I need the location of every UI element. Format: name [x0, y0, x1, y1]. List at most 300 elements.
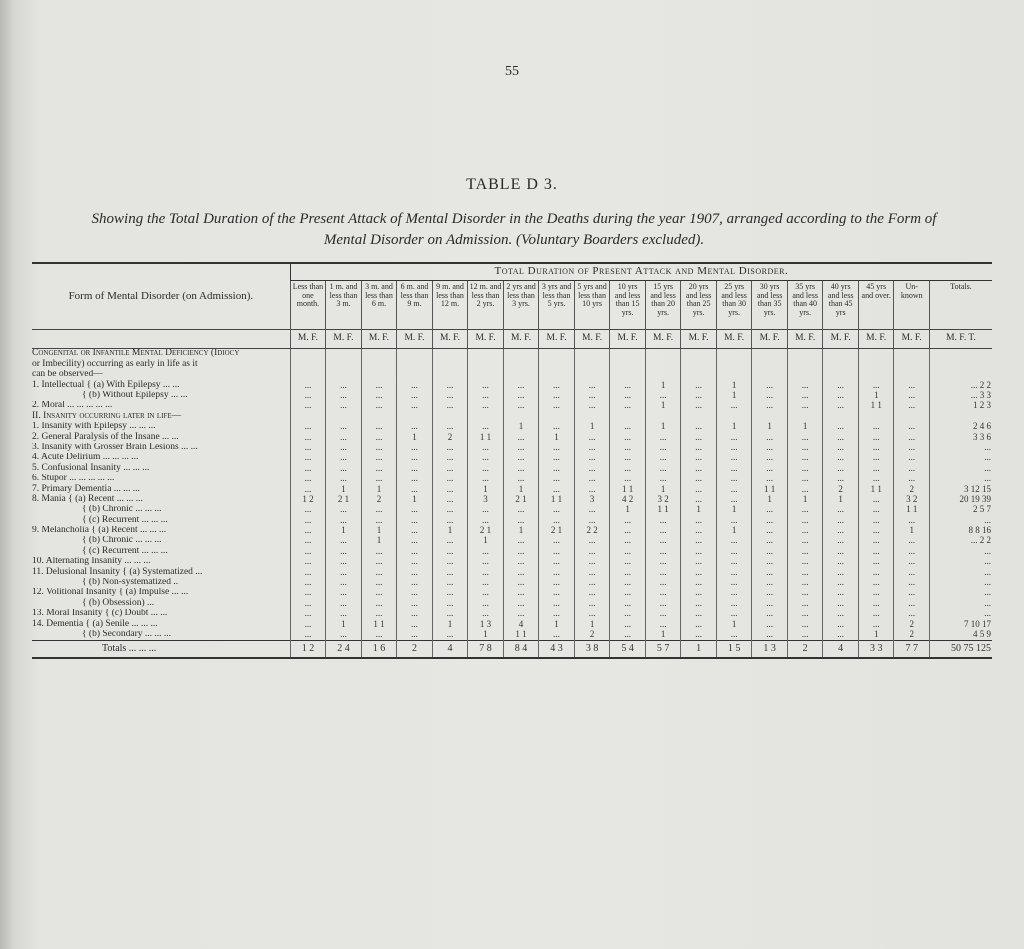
table-cell: 1 1	[645, 505, 681, 515]
table-cell: 4 2	[610, 494, 646, 504]
table-cell: 1	[681, 505, 717, 515]
table-cell: ...	[610, 546, 646, 556]
table-cell: ...	[787, 505, 823, 515]
table-cell: ...	[432, 463, 468, 473]
row-label: or Imbecility) occurring as early in life as it	[32, 359, 198, 369]
table-cell: ...	[290, 546, 326, 556]
table-cell: ...	[610, 578, 646, 588]
table-cell: ...	[397, 567, 433, 577]
table-cell: ...	[397, 453, 433, 463]
table-cell: ...	[574, 588, 610, 598]
table-cell: ...	[468, 588, 504, 598]
table-cell: ...	[752, 443, 788, 453]
table-cell: ...	[787, 474, 823, 484]
column-header: Totals.	[929, 281, 992, 330]
table-cell: ...	[681, 515, 717, 525]
table-cell: ...	[716, 578, 752, 588]
table-cell: ...	[539, 588, 575, 598]
table-cell	[681, 370, 717, 380]
table-cell: ...	[858, 515, 894, 525]
table-cell: 1 1	[503, 630, 539, 641]
table-cell	[432, 411, 468, 421]
table-cell: ...	[432, 609, 468, 619]
table-cell	[361, 349, 397, 360]
table-cell: ...	[468, 463, 504, 473]
table-cell: ...	[290, 567, 326, 577]
sex-header: M. F.	[574, 330, 610, 349]
table-cell: ...	[645, 432, 681, 442]
table-cell: ...	[823, 598, 859, 608]
totals-cell: 2	[787, 640, 823, 658]
table-cell: ...	[645, 598, 681, 608]
table-cell: ...	[823, 463, 859, 473]
table-cell	[716, 370, 752, 380]
table-cell: ...	[858, 546, 894, 556]
table-cell: 1 1	[858, 484, 894, 494]
table-cell: ... 2 2	[929, 380, 992, 390]
table-cell: 1	[716, 526, 752, 536]
table-cell: ...	[574, 484, 610, 494]
table-cell: 1	[503, 422, 539, 432]
table-cell: ...	[397, 401, 433, 411]
row-label: 3. Insanity with Grosser Brain Lesions ... ...	[32, 442, 198, 452]
table-cell	[752, 370, 788, 380]
table-cell: 1 2	[290, 494, 326, 504]
table-cell: ...	[432, 598, 468, 608]
table-cell: ...	[858, 619, 894, 629]
table-row	[32, 474, 992, 484]
column-header: 35 yrs and less than 40 yrs.	[787, 281, 823, 330]
table-cell: ...	[432, 391, 468, 401]
table-cell	[823, 370, 859, 380]
sex-header: M. F. T.	[929, 330, 992, 349]
table-cell	[894, 370, 930, 380]
column-header: Un-known	[894, 281, 930, 330]
table-cell	[716, 349, 752, 360]
table-cell: ...	[397, 536, 433, 546]
table-cell: ...	[858, 536, 894, 546]
table-cell	[290, 349, 326, 360]
table-cell: ...	[929, 443, 992, 453]
table-cell	[787, 359, 823, 369]
table-cell: ...	[610, 567, 646, 577]
table-cell: ...	[645, 619, 681, 629]
table-cell: ...	[361, 567, 397, 577]
table-cell: ...	[894, 609, 930, 619]
table-cell: ...	[468, 557, 504, 567]
table-cell: ...	[716, 401, 752, 411]
table-cell: ...	[681, 380, 717, 390]
table-cell: ...	[823, 630, 859, 641]
row-label: 7. Primary Dementia ... ... ...	[32, 484, 140, 494]
table-cell: ...	[539, 380, 575, 390]
table-cell: ...	[361, 380, 397, 390]
table-row	[32, 432, 992, 442]
table-cell: 3	[468, 494, 504, 504]
table-cell	[823, 411, 859, 421]
table-cell: 2 1	[539, 526, 575, 536]
row-label: 2. Moral ... ... ... ... ...	[32, 400, 113, 411]
table-cell: ...	[503, 588, 539, 598]
table-cell: ...	[326, 515, 362, 525]
table-row	[32, 515, 992, 525]
table-cell: ...	[290, 557, 326, 567]
column-header: 10 yrs and less than 15 yrs.	[610, 281, 646, 330]
table-row	[32, 359, 992, 369]
table-cell: ...	[823, 578, 859, 588]
table-cell: ...	[681, 391, 717, 401]
table-cell	[574, 370, 610, 380]
table-cell	[610, 370, 646, 380]
table-cell: ...	[539, 484, 575, 494]
totals-cell: 4	[432, 640, 468, 658]
table-cell: ...	[752, 453, 788, 463]
table-cell	[397, 349, 433, 360]
table-cell: ...	[894, 453, 930, 463]
table-cell: ...	[681, 567, 717, 577]
table-cell: ...	[894, 567, 930, 577]
table-cell	[468, 411, 504, 421]
totals-cell: 4	[823, 640, 859, 658]
table-cell: ...	[326, 380, 362, 390]
table-cell	[894, 359, 930, 369]
table-row	[32, 578, 992, 588]
table-cell: ...	[716, 598, 752, 608]
table-cell: ...	[645, 443, 681, 453]
totals-cell: 1	[681, 640, 717, 658]
table-cell	[752, 411, 788, 421]
table-row	[32, 463, 992, 473]
table-cell: ...	[432, 453, 468, 463]
table-cell: ...	[716, 432, 752, 442]
table-cell: ...	[432, 515, 468, 525]
table-cell: ...	[929, 588, 992, 598]
table-cell: 2 1	[326, 494, 362, 504]
table-cell	[752, 349, 788, 360]
table-cell: ...	[858, 422, 894, 432]
row-label: II. Insanity occurring later in life—	[32, 411, 182, 421]
table-cell: 3 12 15	[929, 484, 992, 494]
table-cell: ...	[503, 463, 539, 473]
table-cell: 1	[645, 484, 681, 494]
table-cell: 1	[716, 380, 752, 390]
sex-header: M. F.	[468, 330, 504, 349]
table-cell: ...	[432, 401, 468, 411]
sex-header: M. F.	[681, 330, 717, 349]
table-cell	[823, 359, 859, 369]
table-cell: ...	[823, 588, 859, 598]
table-cell: ...	[929, 557, 992, 567]
row-label: { (b) Obsession) ...	[82, 598, 155, 608]
table-cell: ...	[290, 443, 326, 453]
table-cell: ...	[645, 609, 681, 619]
table-row	[32, 598, 992, 608]
table-cell: ...	[858, 443, 894, 453]
table-cell: ...	[858, 432, 894, 442]
row-label: { (c) Recurrent ... ... ...	[82, 515, 168, 525]
table-cell	[787, 370, 823, 380]
table-cell: ...	[787, 432, 823, 442]
table-cell: ...	[468, 598, 504, 608]
table-cell: ...	[894, 546, 930, 556]
table-cell: ...	[787, 557, 823, 567]
sex-header: M. F.	[432, 330, 468, 349]
table-cell: 2	[894, 630, 930, 641]
table-cell	[929, 411, 992, 421]
table-cell: ...	[503, 578, 539, 588]
table-cell	[929, 349, 992, 360]
table-cell	[681, 349, 717, 360]
table-cell: ...	[290, 515, 326, 525]
totals-cell: 7 7	[894, 640, 930, 658]
column-header: 30 yrs and less than 35 yrs.	[752, 281, 788, 330]
row-label: 6. Stupor ... ... ... ... ...	[32, 473, 115, 484]
sex-header: M. F.	[397, 330, 433, 349]
sex-header: M. F.	[787, 330, 823, 349]
table-cell: ...	[823, 536, 859, 546]
table-cell: ...	[645, 588, 681, 598]
table-cell: ...	[361, 546, 397, 556]
table-cell: ...	[326, 557, 362, 567]
table-cell: ...	[432, 422, 468, 432]
table-cell: ...	[752, 630, 788, 641]
table-cell: ...	[432, 536, 468, 546]
sex-header: M. F.	[858, 330, 894, 349]
table-cell: 3 2	[645, 494, 681, 504]
table-cell: ...	[397, 619, 433, 629]
table-cell: ...	[468, 453, 504, 463]
table-cell: 1	[894, 526, 930, 536]
table-cell: ...	[290, 526, 326, 536]
table-cell	[361, 359, 397, 369]
column-header: 9 m. and less than 12 m.	[432, 281, 468, 330]
table-cell: ...	[787, 515, 823, 525]
table-cell: ...	[787, 536, 823, 546]
table-cell: 1	[787, 422, 823, 432]
table-cell: ...	[539, 546, 575, 556]
table-cell: ...	[929, 598, 992, 608]
table-cell: ...	[752, 401, 788, 411]
totals-cell: 1 2	[290, 640, 326, 658]
row-label: 4. Acute Delirium ... ... ... ...	[32, 452, 139, 463]
table-cell: ...	[716, 557, 752, 567]
sex-header: M. F.	[361, 330, 397, 349]
table-cell	[468, 349, 504, 360]
table-cell	[290, 370, 326, 380]
row-label: 13. Moral Insanity { (c) Doubt ... ...	[32, 608, 168, 619]
table-cell: ...	[361, 443, 397, 453]
table-cell: ...	[503, 557, 539, 567]
table-cell: ...	[361, 463, 397, 473]
table-cell: ...	[752, 474, 788, 484]
table-cell: ...	[397, 443, 433, 453]
table-cell: ...	[681, 598, 717, 608]
table-cell: 4	[503, 619, 539, 629]
table-cell: 7 10 17	[929, 619, 992, 629]
table-cell: 1	[645, 630, 681, 641]
table-cell: ...	[326, 474, 362, 484]
table-cell: 1 1	[468, 432, 504, 442]
table-cell: ...	[823, 443, 859, 453]
table-cell: ...	[716, 567, 752, 577]
table-cell: 1 1	[752, 484, 788, 494]
table-cell: ...	[681, 536, 717, 546]
table-cell: ...	[716, 536, 752, 546]
table-cell: ...	[929, 453, 992, 463]
table-cell: ...	[610, 526, 646, 536]
table-cell: ...	[929, 578, 992, 588]
table-cell: ...	[326, 453, 362, 463]
table-cell: ...	[645, 474, 681, 484]
table-row	[32, 349, 992, 360]
table-cell: ...	[574, 401, 610, 411]
table-cell: ...	[361, 401, 397, 411]
table-row	[32, 391, 992, 401]
totals-cell: 8 4	[503, 640, 539, 658]
row-label: { (b) Without Epilepsy ... ...	[82, 390, 188, 400]
table-cell: ...	[610, 588, 646, 598]
table-cell: ...	[752, 463, 788, 473]
table-cell: ...	[290, 598, 326, 608]
table-cell: ...	[681, 630, 717, 641]
table-cell: ...	[361, 630, 397, 641]
column-header: 3 m. and less than 6 m.	[361, 281, 397, 330]
table-cell: ...	[574, 505, 610, 515]
table-cell: 8 8 16	[929, 526, 992, 536]
table-cell: ...	[539, 598, 575, 608]
table-cell: ...	[432, 505, 468, 515]
table-cell: ...	[645, 515, 681, 525]
table-cell: ...	[397, 630, 433, 641]
table-row	[32, 443, 992, 453]
table-cell: ...	[752, 619, 788, 629]
table-row	[32, 484, 992, 494]
table-row	[32, 588, 992, 598]
table-cell: ...	[326, 391, 362, 401]
table-cell: 1	[858, 391, 894, 401]
table-cell: 2	[894, 484, 930, 494]
table-cell: 3	[574, 494, 610, 504]
table-cell: ...	[610, 619, 646, 629]
table-row	[32, 380, 992, 390]
table-cell	[290, 359, 326, 369]
table-cell: ...	[645, 536, 681, 546]
table-cell: 1	[468, 536, 504, 546]
table-cell: ...	[468, 609, 504, 619]
table-cell	[397, 411, 433, 421]
table-cell: 2 4 6	[929, 422, 992, 432]
table-cell: ...	[361, 515, 397, 525]
table-cell	[432, 370, 468, 380]
data-table	[32, 262, 992, 659]
table-cell: ...	[645, 463, 681, 473]
table-cell: ...	[503, 380, 539, 390]
table-cell: ...	[361, 609, 397, 619]
table-cell: ...	[290, 484, 326, 494]
table-cell: ...	[858, 505, 894, 515]
table-cell: ...	[929, 546, 992, 556]
table-cell: 1 1	[858, 401, 894, 411]
table-cell: ...	[823, 609, 859, 619]
table-cell: ...	[326, 567, 362, 577]
table-cell: ...	[716, 588, 752, 598]
table-cell	[468, 359, 504, 369]
table-cell: 1	[503, 484, 539, 494]
table-cell: ...	[361, 557, 397, 567]
table-cell: ...	[503, 432, 539, 442]
subtitle-line-1: Showing the Total Duration of the Present Attack of Mental Disorder in the Deaths during the year 1907, arranged according to the Form of	[91, 211, 937, 227]
table-cell: 1	[468, 630, 504, 641]
table-cell: 1 1	[361, 619, 397, 629]
table-cell: ...	[290, 609, 326, 619]
table-cell: ...	[290, 588, 326, 598]
subtitle-line-2: Mental Disorder on Admission. (Voluntary Boarders excluded).	[323, 232, 705, 248]
table-cell: ...	[361, 391, 397, 401]
table-cell: ...	[681, 619, 717, 629]
table-cell: ...	[823, 526, 859, 536]
table-cell: ...	[574, 578, 610, 588]
table-cell: ...	[361, 474, 397, 484]
table-row	[32, 505, 992, 515]
table-cell	[326, 349, 362, 360]
table-cell: ...	[574, 453, 610, 463]
totals-cell: 5 7	[645, 640, 681, 658]
table-cell	[503, 370, 539, 380]
table-cell: 1	[503, 526, 539, 536]
row-label: 9. Melancholia { (a) Recent ... ... ...	[32, 525, 167, 536]
table-cell	[858, 349, 894, 360]
table-cell: 1	[432, 526, 468, 536]
table-cell: 1	[716, 391, 752, 401]
table-cell: ...	[468, 515, 504, 525]
row-label: 11. Delusional Insanity { (a) Systematized ...	[32, 567, 203, 577]
table-cell	[858, 411, 894, 421]
table-cell	[397, 370, 433, 380]
table-cell: ...	[397, 505, 433, 515]
table-cell: ...	[787, 443, 823, 453]
table-cell: ...	[752, 598, 788, 608]
table-cell: 2	[894, 619, 930, 629]
table-cell: ...	[539, 515, 575, 525]
table-cell: ...	[823, 474, 859, 484]
table-cell: ...	[894, 536, 930, 546]
table-cell: ...	[752, 557, 788, 567]
table-cell: 1 3	[468, 619, 504, 629]
table-cell	[290, 411, 326, 421]
table-cell: 1	[539, 432, 575, 442]
table-cell: 1	[326, 619, 362, 629]
table-cell: 1 1	[894, 505, 930, 515]
table-cell: 1	[716, 619, 752, 629]
table-cell: ...	[539, 567, 575, 577]
table-cell: ...	[432, 546, 468, 556]
table-cell: ...	[468, 567, 504, 577]
table-cell: 3 2	[894, 494, 930, 504]
table-cell: ...	[858, 494, 894, 504]
table-cell	[503, 349, 539, 360]
table-cell	[539, 370, 575, 380]
table-cell: ...	[787, 630, 823, 641]
table-cell: 1	[432, 619, 468, 629]
totals-cell: 7 8	[468, 640, 504, 658]
table-cell: ...	[787, 588, 823, 598]
table-cell: ...	[574, 609, 610, 619]
table-cell: ...	[361, 453, 397, 463]
table-row	[32, 619, 992, 629]
table-cell: ...	[823, 567, 859, 577]
table-cell: ... 3 3	[929, 391, 992, 401]
table-cell: ...	[468, 380, 504, 390]
